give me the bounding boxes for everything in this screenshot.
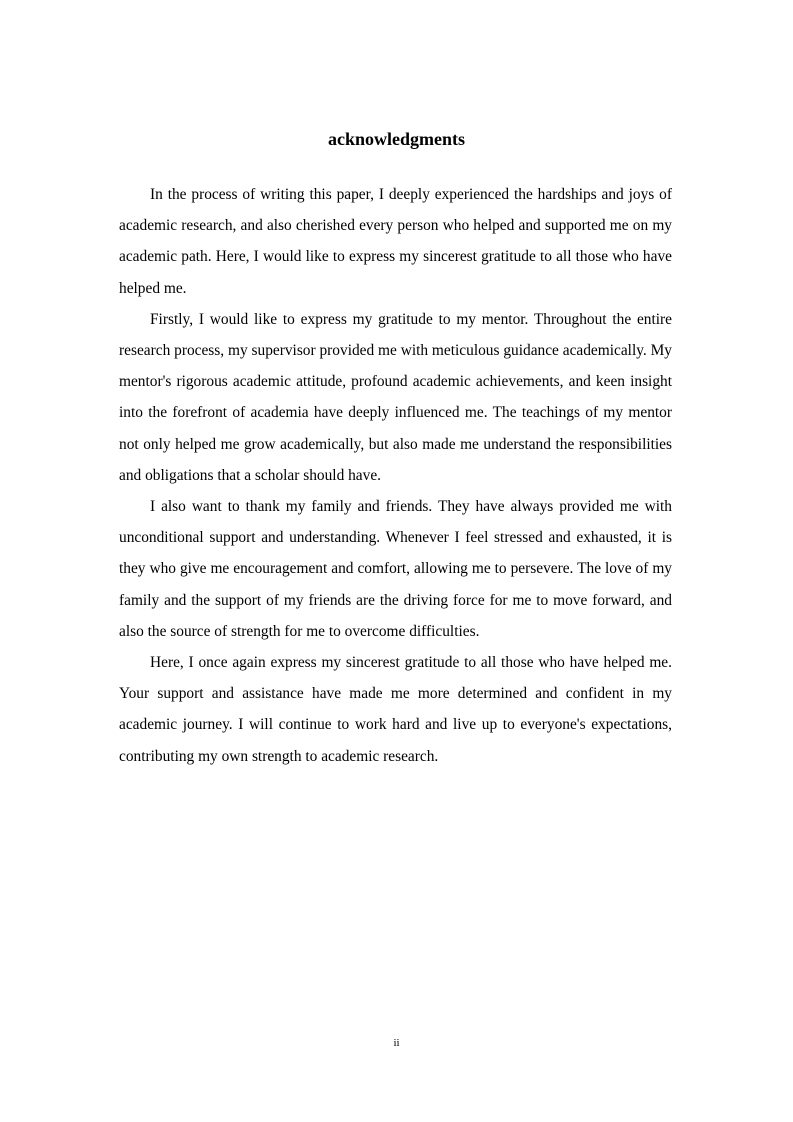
- body-text: [119, 179, 672, 772]
- paragraph-mentor: Firstly, I would like to express my gratitude to my mentor. Throughout the entire research process, my supervisor provided me with meticulous guidance academically. My mentor's rigorous academic attitude, profound academic achievements, and keen insight into the forefront of academia have deeply influenced me. The teachings of my mentor not only helped me grow academically, but also made me understand the responsibilities and obligations that a scholar should have.: [119, 310, 672, 484]
- paragraph-intro: In the process of writing this paper, I deeply experienced the hardships and joys of academic research, and also cherished every person who helped and supported me on my academic path. Here, I would like to express my sincerest gratitude to all those who have helped me.: [119, 186, 672, 297]
- paragraph-family: I also want to thank my family and friends. They have always provided me with unconditional support and understanding. Whenever I feel stressed and exhausted, it is they who give me encouragement and comfort, allowing me to persevere. The love of my family and the support of my friends are the driving force for me to move forward, and also the source of strength for me to overcome difficulties.: [119, 498, 672, 640]
- paragraph-closing: Here, I once again express my sincerest gratitude to all those who have helped me. Your support and assistance have made me more determined and confident in my academic journey. I will continue to work hard and live up to everyone's expectations, contributing my own strength to academic research.: [119, 654, 672, 765]
- page-title: acknowledgments: [327, 129, 465, 149]
- page-number: ii: [393, 1037, 400, 1049]
